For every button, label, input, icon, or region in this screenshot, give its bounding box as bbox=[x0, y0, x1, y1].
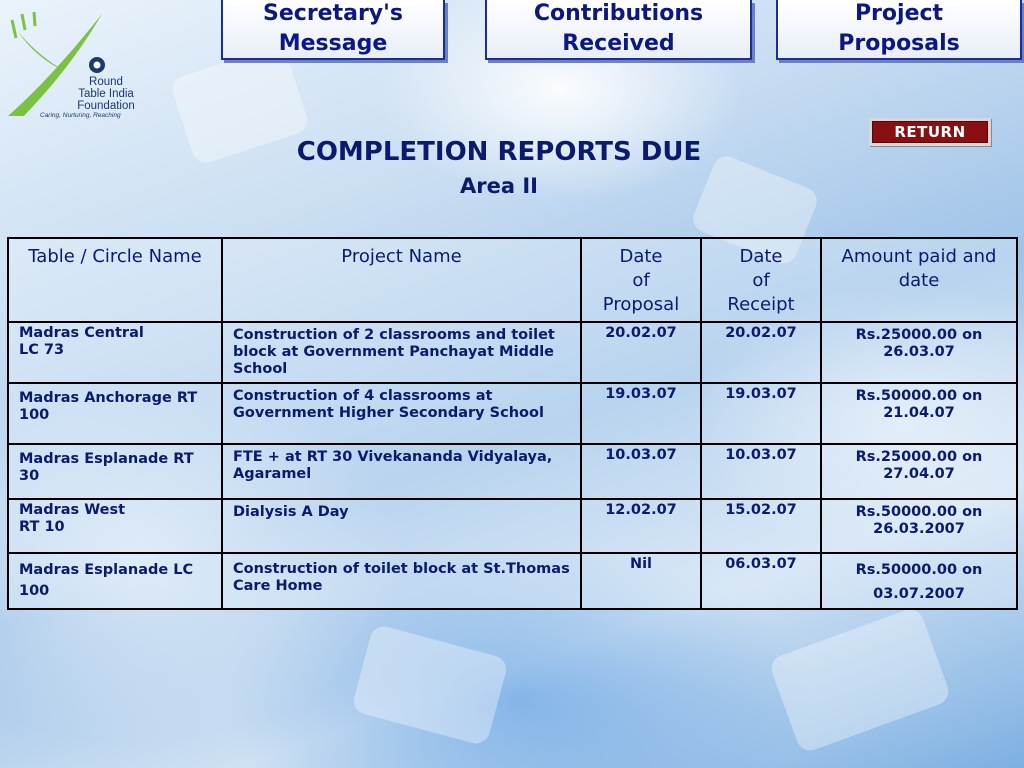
header-label: Table / Circle Name bbox=[28, 246, 202, 267]
logo-tagline: Caring, Nurturing, Reaching bbox=[40, 112, 121, 119]
contributions-received-button[interactable]: Contributions Received bbox=[485, 0, 752, 60]
header-label: of bbox=[752, 270, 770, 291]
receipt-date: 15.02.07 bbox=[701, 499, 821, 553]
header-label: Date bbox=[619, 246, 663, 267]
project-name: Construction of toilet block at St.Thomas Care Home bbox=[222, 553, 581, 609]
proposal-date: Nil bbox=[581, 553, 701, 609]
project-name: Construction of 4 classrooms at Government Higher Secondary School bbox=[222, 383, 581, 444]
table-row bbox=[8, 553, 1017, 609]
table-circle-name: Madras West RT 10 bbox=[8, 499, 222, 553]
completion-reports-table bbox=[7, 237, 1018, 610]
amount-paid: Rs.50000.00 on 21.04.07 bbox=[821, 383, 1017, 444]
header-name bbox=[8, 238, 222, 322]
logo-line: Foundation bbox=[77, 100, 135, 112]
header-project bbox=[222, 238, 581, 322]
receipt-date: 10.03.07 bbox=[701, 444, 821, 499]
proposal-date: 20.02.07 bbox=[581, 322, 701, 383]
project-name: Dialysis A Day bbox=[222, 499, 581, 553]
project-name: FTE + at RT 30 Vivekananda Vidyalaya, Agaramel bbox=[222, 444, 581, 499]
logo-line: Round bbox=[89, 76, 123, 88]
page-subtitle: Area II bbox=[460, 174, 538, 198]
table-row bbox=[8, 444, 1017, 499]
table-row bbox=[8, 383, 1017, 444]
amount-paid: Rs.50000.00 on 26.03.2007 bbox=[821, 499, 1017, 553]
proposal-date: 19.03.07 bbox=[581, 383, 701, 444]
background-tile bbox=[351, 623, 510, 746]
header-receipt-date bbox=[701, 238, 821, 322]
page-title: COMPLETION REPORTS DUE bbox=[296, 137, 702, 167]
proposal-date: 10.03.07 bbox=[581, 444, 701, 499]
background-tile bbox=[768, 606, 953, 755]
return-button[interactable]: RETURN bbox=[869, 118, 991, 146]
table-header-row bbox=[8, 238, 1017, 322]
header-label: Date bbox=[739, 246, 783, 267]
amount-paid: Rs.25000.00 on 26.03.07 bbox=[821, 322, 1017, 383]
foundation-logo bbox=[4, 4, 174, 124]
table-row bbox=[8, 499, 1017, 553]
receipt-date: 19.03.07 bbox=[701, 383, 821, 444]
header-label: Project Name bbox=[341, 246, 462, 267]
table-circle-name: Madras Anchorage RT 100 bbox=[8, 383, 222, 444]
amount-paid: Rs.50000.00 on 03.07.2007 bbox=[821, 553, 1017, 609]
amount-paid: Rs.25000.00 on 27.04.07 bbox=[821, 444, 1017, 499]
receipt-date: 06.03.07 bbox=[701, 553, 821, 609]
logo-line: Table India bbox=[78, 88, 134, 100]
header-label: of bbox=[632, 270, 650, 291]
project-proposals-button[interactable]: Project Proposals bbox=[776, 0, 1022, 60]
project-name: Construction of 2 classrooms and toilet block at Government Panchayat Middle School bbox=[222, 322, 581, 383]
receipt-date: 20.02.07 bbox=[701, 322, 821, 383]
header-label: Proposal bbox=[602, 294, 680, 315]
table-circle-name: Madras Esplanade RT 30 bbox=[8, 444, 222, 499]
secretary-message-button[interactable]: Secretary's Message bbox=[221, 0, 445, 60]
header-amount bbox=[821, 238, 1017, 322]
header-label: Receipt bbox=[727, 294, 795, 315]
header-label: Amount paid and date bbox=[841, 246, 997, 291]
table-row bbox=[8, 322, 1017, 383]
proposal-date: 12.02.07 bbox=[581, 499, 701, 553]
table-circle-name: Madras Esplanade LC 100 bbox=[8, 553, 222, 609]
table-circle-name: Madras Central LC 73 bbox=[8, 322, 222, 383]
header-proposal-date bbox=[581, 238, 701, 322]
logo-name bbox=[66, 76, 146, 112]
